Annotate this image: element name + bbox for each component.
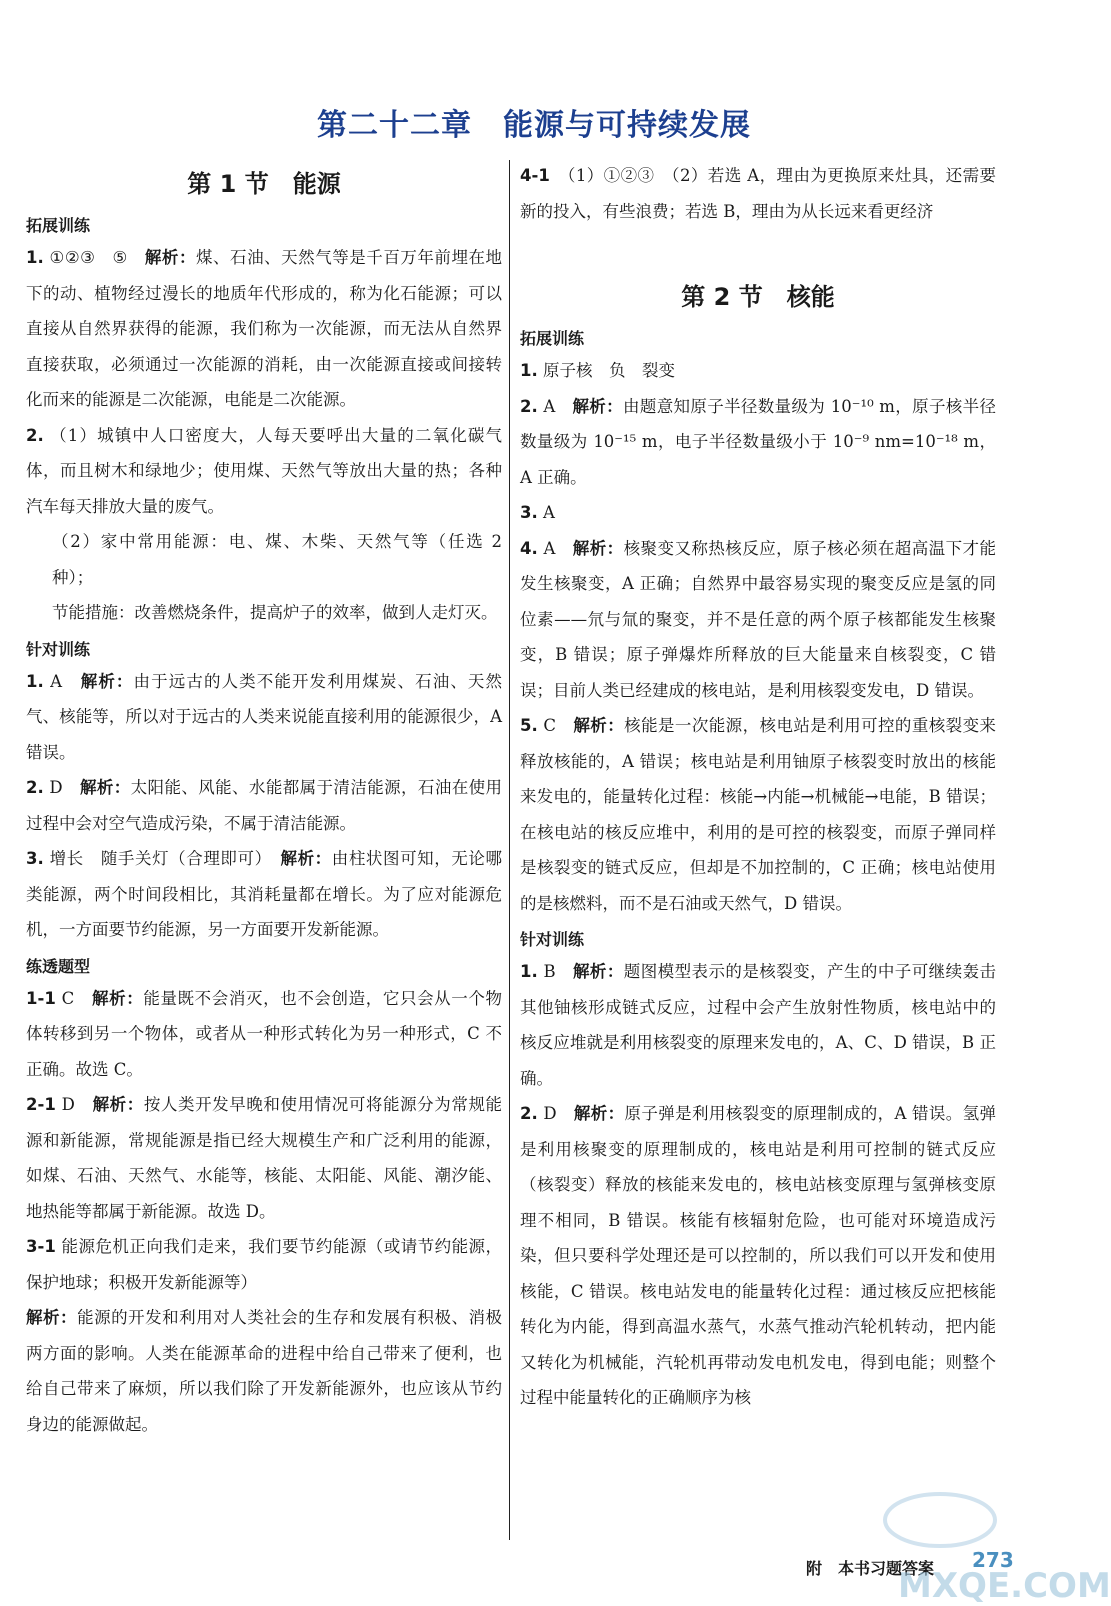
section-title-energy: 第 1 节 能源: [187, 170, 341, 198]
item-analysis-label: 解析：: [144, 248, 196, 267]
item-answer: D: [49, 778, 80, 797]
item-body: 按人类开发早晚和使用情况可将能源分为常规能源和新能源，常规能源是指已经大规模生产和广泛利用的能源，如煤、石油、天然气、水能等，核能、太阳能、风能、潮汐能、地热能等都属于新能源。故选 D。: [26, 1095, 503, 1221]
item-number: 2.: [26, 425, 44, 445]
item-body: （1）①②③ （2）若选 A，理由为更换原来灶具，还需要新的投入，有些浪费；若选 B，理由为从长远来看更经济: [520, 166, 997, 221]
item-answer: 原子核 负 裂变: [543, 361, 675, 380]
item-body: 太阳能、风能、水能都属于清洁能源，石油在使用过程中会对空气造成污染，不属于清洁能源。: [26, 778, 503, 833]
item-analysis-label: 解析：: [92, 988, 144, 1008]
item-body: 原子弹是利用核裂变的原理制成的，A 错误。氢弹是利用核聚变的原理制成的，核电站是利用可控制的链式反应（核裂变）释放的核能来发电的，核电站核变原理与氢弹核变原理不相同，B 错误。核能有核辐射危险，也可能对环境造成污染，但只要科学处理还是可以控制的，所以我们可以开发和使用核能，C 错误。核电站发电的能量转化过程：通过核反应把核能转化为内能，得到高温水蒸气，水蒸气推动汽轮机转动，把内能又转化为机械能，汽轮机再带动发电机发电，得到电能；则整个过程中能量转化的正确顺序为核: [520, 1104, 996, 1407]
item-number: 4.: [520, 538, 538, 558]
item-analysis-label: 解析：: [572, 396, 623, 416]
page-number: 273: [972, 1548, 1014, 1572]
item-answer: C: [543, 716, 574, 735]
answer-item: [26, 770, 502, 841]
item-body: 煤、石油、天然气等是千百万年前埋在地下的动、植物经过漫长的地质年代形成的，称为化石能源；可以直接从自然界获得的能源，我们称为一次能源，而无法从自然界直接获取，必须通过一次能源的消耗，由一次能源直接或间接转化而来的能源是二次能源，电能是二次能源。: [26, 248, 503, 409]
item-answer: D: [61, 1095, 93, 1114]
item-analysis-label: 解析：: [573, 1104, 625, 1123]
item-body: 能源危机正向我们走来，我们要节约能源（或请节约能源，保护地球；积极开发新能源等）: [26, 1237, 503, 1292]
answer-item: [520, 1096, 996, 1416]
right-blocks: [520, 326, 996, 1416]
item-body: 核聚变又称热核反应，原子核必须在超高温下才能发生核聚变，A 正确；自然界中最容易实现的聚变反应是氢的同位素——氘与氚的聚变，并不是任意的两个原子核都能发生核聚变，B 错误；原子弹爆炸所释放的巨大能量来自核裂变，C 错误；目前人类已经建成的核电站，是利用核裂变发电，D 错误。: [520, 538, 997, 700]
item-number: 2.: [26, 778, 44, 797]
item-number: 3.: [26, 849, 44, 868]
answer-line: （2）家中常用能源：电、煤、木柴、天然气等（任选 2 种）；: [52, 532, 502, 587]
subsection-heading: 拓展训练: [520, 329, 585, 348]
answer-item: [520, 954, 996, 1096]
item-answer: B: [543, 962, 573, 981]
item-analysis-label: 解析：: [26, 1308, 78, 1327]
item-body: （1）城镇中人口密度大，人每天要呼出大量的二氧化碳气体，而且树木和绿地少；使用煤、天然气等放出大量的热；各种汽车每天排放大量的废气。: [26, 425, 503, 516]
subsection-heading: 拓展训练: [26, 216, 91, 235]
column-divider: [509, 160, 510, 1540]
answer-item: [26, 240, 502, 418]
item-number: 1.: [520, 361, 538, 380]
item-answer: D: [543, 1104, 574, 1123]
item-number: 2.: [520, 1104, 538, 1123]
answer-item: [26, 1300, 502, 1442]
item-analysis-label: 解析：: [573, 716, 625, 735]
item-answer: A: [543, 396, 573, 416]
item-number: 1.: [520, 962, 538, 981]
item-body: 由题意知原子半径数量级为 10⁻¹⁰ m，原子核半径数量级为 10⁻¹⁵ m，电子半径数量级小于 10⁻⁹ nm=10⁻¹⁸ m，A 正确。: [520, 396, 996, 487]
answer-item: [26, 841, 502, 948]
item-number: 1-1: [26, 988, 56, 1008]
answer-item: [520, 353, 996, 389]
spacer: [520, 229, 996, 271]
item-answer: ①②③ ⑤: [49, 248, 145, 267]
subsection-heading: 练透题型: [26, 956, 91, 976]
item-number: 3-1: [26, 1237, 56, 1256]
item-number: 5.: [520, 716, 538, 735]
item-body: 能量既不会消灭，也不会创造，它只会从一个物体转移到另一个物体，或者从一种形式转化为另一种形式，C 不正确。故选 C。: [26, 988, 503, 1079]
item-analysis-label: 解析：: [80, 671, 134, 691]
item-body: 能源的开发和利用对人类社会的生存和发展有积极、消极两方面的影响。人类在能源革命的进程中给自己带来了便利，也给自己带来了麻烦，所以我们除了开发新能源外，也应该从节约身边的能源做起。: [26, 1308, 503, 1434]
answer-item: [520, 708, 996, 921]
answer-item: [26, 664, 502, 771]
item-number: 3.: [520, 503, 538, 522]
answer-item: [26, 981, 502, 1088]
item-answer: 增长 随手关灯（合理即可）: [49, 849, 281, 868]
item-analysis-label: 解析：: [92, 1095, 144, 1114]
item-body: 由柱状图可知，无论哪类能源，两个时间段相比，其消耗量都在增长。为了应对能源危机，一方面要节约能源，另一方面要开发新能源。: [26, 849, 503, 939]
item-analysis-label: 解析：: [280, 849, 332, 868]
watermark-logo-icon: [880, 1490, 1000, 1550]
item-body: 题图模型表示的是核裂变，产生的中子可继续轰击其他铀核形成链式反应，过程中会产生放射性物质，核电站中的核反应堆就是利用核裂变的原理来发电的，A、C、D 错误，B 正确。: [520, 962, 997, 1088]
answer-item: [26, 1229, 502, 1300]
footer-label: 附 本书习题答案: [806, 1559, 935, 1578]
item-answer: A: [543, 503, 555, 522]
item-body: 核能是一次能源，核电站是利用可控的重核裂变来释放核能的，A 错误；核电站是利用铀原子核裂变时放出的核能来发电的，能量转化过程：核能→内能→机械能→电能，B 错误；在核电站的核反应堆中，利用的是可控的核裂变，而原子弹同样是核裂变的链式反应，但却是不加控制的，C 正确；核电站使用的是核燃料，而不是石油或天然气，D 错误。: [520, 716, 997, 913]
answer-item-4-1: [520, 158, 996, 229]
item-answer: A: [50, 671, 81, 691]
item-analysis-label: 解析：: [79, 778, 131, 797]
answer-item: [520, 531, 996, 709]
item-number: 1.: [26, 671, 44, 691]
right-column: [520, 158, 996, 1416]
watermark-text: MXQE.COM: [898, 1566, 1111, 1606]
item-number: 1.: [26, 248, 44, 267]
answer-item: [520, 389, 996, 496]
chapter-title: 第二十二章 能源与可持续发展: [317, 108, 751, 143]
item-number: 2-1: [26, 1095, 56, 1114]
answer-item: [26, 1087, 502, 1229]
subsection-heading: 针对训练: [26, 639, 91, 659]
left-blocks: [26, 213, 502, 1442]
left-column: [26, 158, 502, 1442]
item-analysis-label: 解析：: [572, 962, 624, 981]
subsection-heading: 针对训练: [520, 930, 585, 949]
item-number: 2.: [520, 396, 538, 416]
section-title-nuclear: 第 2 节 核能: [681, 283, 835, 311]
item-answer: A: [543, 538, 573, 558]
item-analysis-label: 解析：: [572, 538, 624, 558]
answer-item: [520, 495, 996, 531]
item-number: 4-1: [520, 166, 550, 185]
answer-line: 节能措施：改善燃烧条件，提高炉子的效率，做到人走灯灭。: [52, 603, 498, 622]
item-body: 由于远古的人类不能开发利用煤炭、石油、天然气、核能等，所以对于远古的人类来说能直接利用的能源很少，A 错误。: [26, 671, 503, 762]
answer-item: [26, 418, 502, 525]
item-answer: C: [61, 988, 93, 1008]
